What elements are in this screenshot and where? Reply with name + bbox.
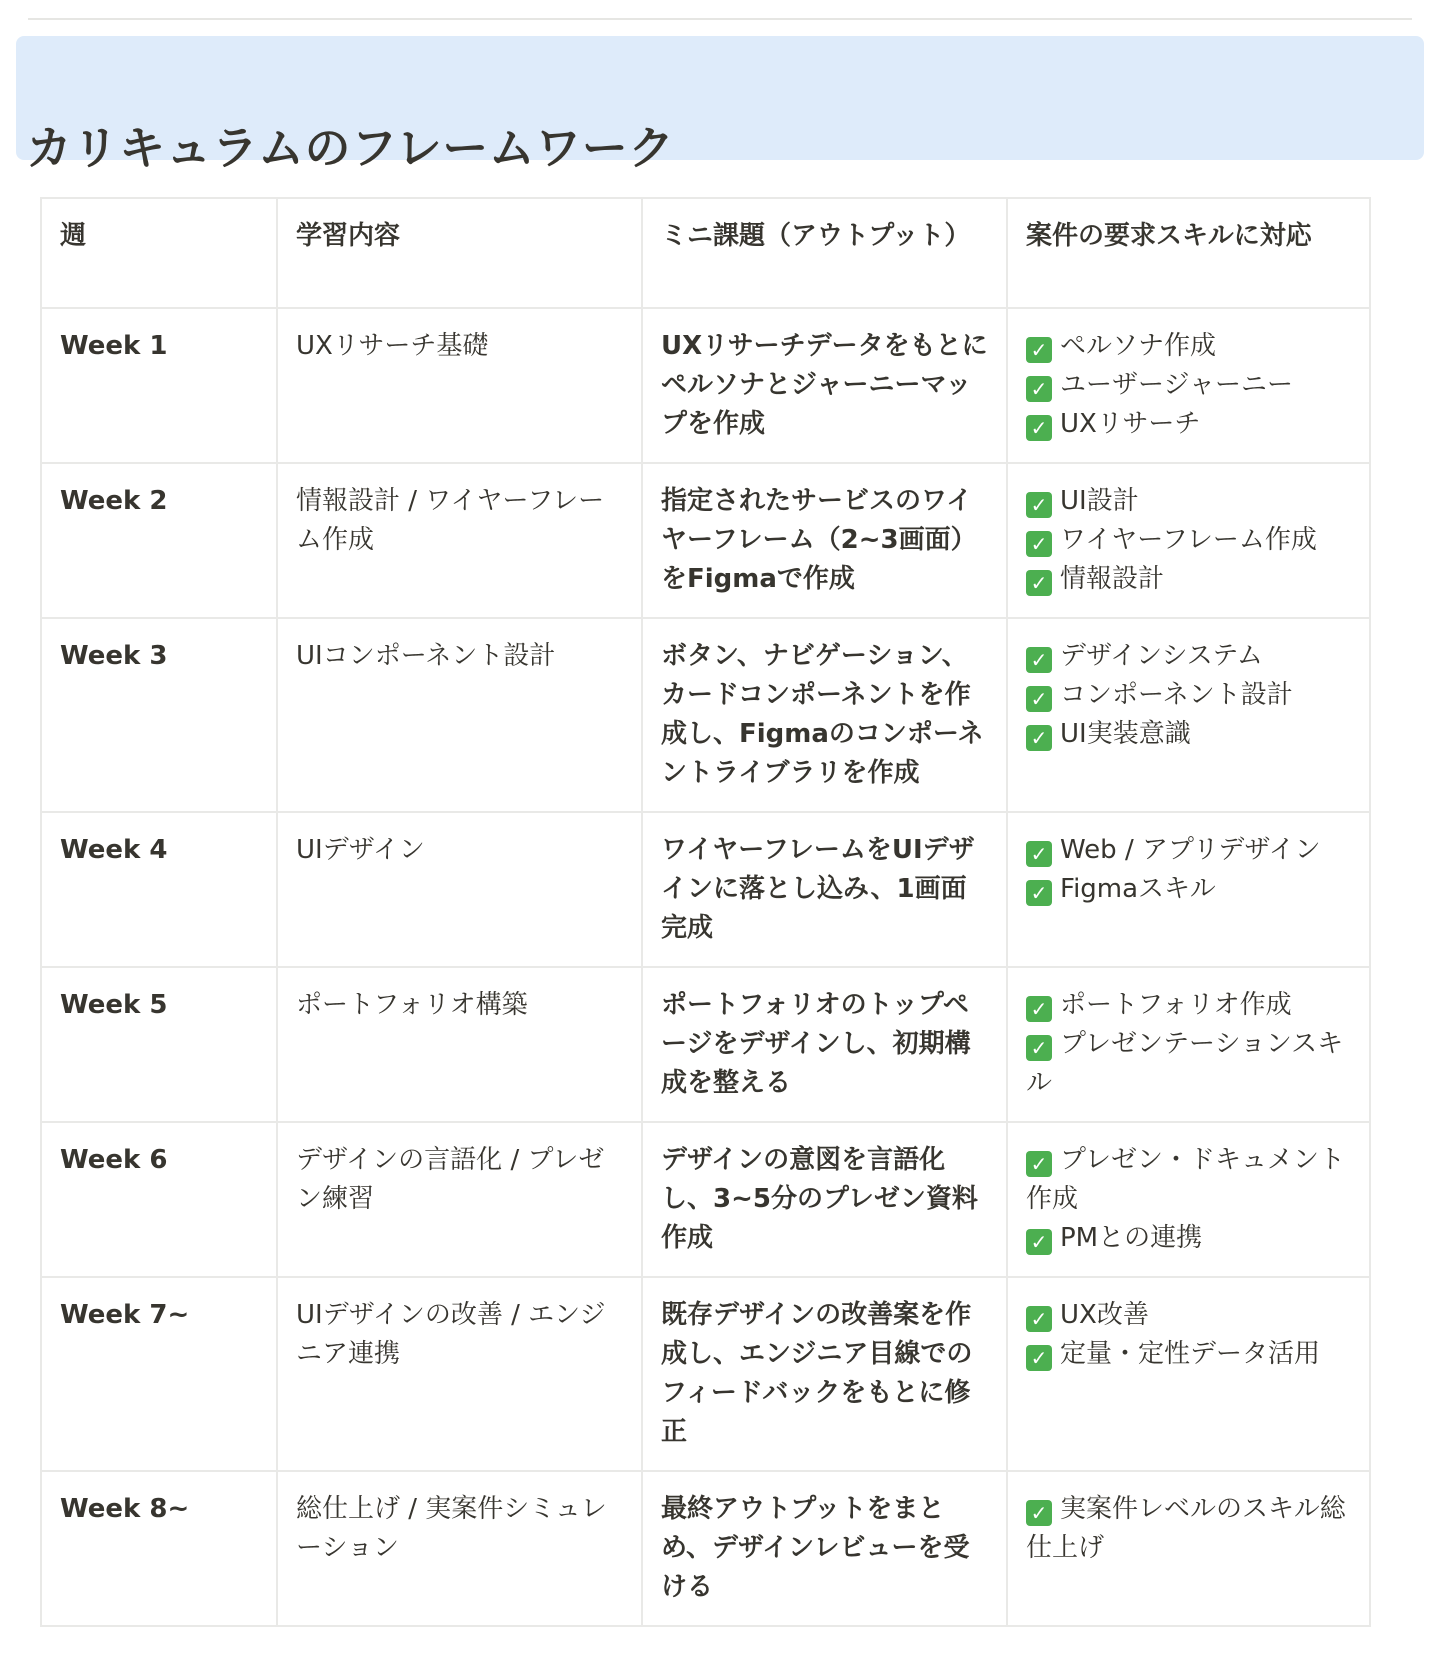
skill-label: UX改善 xyxy=(1060,1300,1149,1330)
skill-label: Web / アプリデザイン xyxy=(1060,835,1321,865)
check-mark-icon: ✓ xyxy=(1026,492,1052,518)
skills-cell xyxy=(1007,967,1370,1122)
skill-label: 定量・定性データ活用 xyxy=(1060,1339,1321,1369)
check-mark-icon: ✓ xyxy=(1026,725,1052,751)
task-cell: デザインの意図を言語化し、3~5分のプレゼン資料作成 xyxy=(642,1122,1007,1277)
skill-item xyxy=(1026,1490,1353,1568)
check-mark-icon: ✓ xyxy=(1026,337,1052,363)
skill-item xyxy=(1026,1296,1353,1335)
skill-label: UXリサーチ xyxy=(1060,409,1201,439)
skill-item xyxy=(1026,1219,1353,1258)
table-row xyxy=(41,967,1370,1122)
skills-cell xyxy=(1007,1277,1370,1471)
skill-label: 実案件レベルのスキル総仕上げ xyxy=(1026,1494,1346,1563)
task-cell: ワイヤーフレームをUIデザインに落とし込み、1画面完成 xyxy=(642,812,1007,967)
skill-item xyxy=(1026,521,1353,560)
check-mark-icon: ✓ xyxy=(1026,570,1052,596)
table-row xyxy=(41,1277,1370,1471)
check-mark-icon: ✓ xyxy=(1026,531,1052,557)
check-mark-icon: ✓ xyxy=(1026,996,1052,1022)
skill-item xyxy=(1026,560,1353,599)
skills-cell xyxy=(1007,1471,1370,1626)
check-mark-icon: ✓ xyxy=(1026,1500,1052,1526)
skill-label: プレゼン・ドキュメント作成 xyxy=(1026,1145,1345,1214)
table-row xyxy=(41,1122,1370,1277)
header-content: 学習内容 xyxy=(277,198,642,308)
skill-item xyxy=(1026,637,1353,676)
table-row xyxy=(41,1471,1370,1626)
table-row xyxy=(41,463,1370,618)
task-cell: 既存デザインの改善案を作成し、エンジニア目線でのフィードバックをもとに修正 xyxy=(642,1277,1007,1471)
skills-cell xyxy=(1007,308,1370,463)
skill-item xyxy=(1026,405,1353,444)
task-cell: ボタン、ナビゲーション、カードコンポーネントを作成し、Figmaのコンポーネントライブラリを作成 xyxy=(642,618,1007,812)
skill-item xyxy=(1026,1335,1353,1374)
content-cell: UIコンポーネント設計 xyxy=(277,618,642,812)
week-cell: Week 8~ xyxy=(41,1471,277,1626)
table-header-row xyxy=(41,198,1370,308)
skill-item xyxy=(1026,327,1353,366)
skills-cell xyxy=(1007,812,1370,967)
skill-label: コンポーネント設計 xyxy=(1060,680,1293,710)
skill-label: ワイヤーフレーム作成 xyxy=(1060,525,1317,555)
skill-label: PMとの連携 xyxy=(1060,1223,1203,1253)
skill-item xyxy=(1026,366,1353,405)
task-cell: 最終アウトプットをまとめ、デザインレビューを受ける xyxy=(642,1471,1007,1626)
skill-item xyxy=(1026,1025,1353,1103)
skill-label: デザインシステム xyxy=(1060,641,1263,671)
header-week: 週 xyxy=(41,198,277,308)
content-cell: UXリサーチ基礎 xyxy=(277,308,642,463)
content-cell: 情報設計 / ワイヤーフレーム作成 xyxy=(277,463,642,618)
week-cell: Week 6 xyxy=(41,1122,277,1277)
task-cell: ポートフォリオのトップページをデザインし、初期構成を整える xyxy=(642,967,1007,1122)
week-cell: Week 5 xyxy=(41,967,277,1122)
skill-item xyxy=(1026,482,1353,521)
week-cell: Week 2 xyxy=(41,463,277,618)
skill-label: Figmaスキル xyxy=(1060,874,1216,904)
table-row xyxy=(41,812,1370,967)
week-cell: Week 4 xyxy=(41,812,277,967)
skill-item xyxy=(1026,676,1353,715)
check-mark-icon: ✓ xyxy=(1026,1151,1052,1177)
check-mark-icon: ✓ xyxy=(1026,1035,1052,1061)
callout-heading-block xyxy=(16,36,1424,175)
task-cell: 指定されたサービスのワイヤーフレーム（2~3画面）をFigmaで作成 xyxy=(642,463,1007,618)
table-body xyxy=(41,308,1370,1626)
check-mark-icon: ✓ xyxy=(1026,1306,1052,1332)
skill-label: 情報設計 xyxy=(1060,564,1165,594)
skill-item xyxy=(1026,870,1353,909)
skill-label: ユーザージャーニー xyxy=(1060,370,1293,400)
check-mark-icon: ✓ xyxy=(1026,415,1052,441)
check-mark-icon: ✓ xyxy=(1026,1345,1052,1371)
content-cell: デザインの言語化 / プレゼン練習 xyxy=(277,1122,642,1277)
table-row xyxy=(41,308,1370,463)
content-cell: UIデザインの改善 / エンジニア連携 xyxy=(277,1277,642,1471)
content-cell: UIデザイン xyxy=(277,812,642,967)
week-cell: Week 1 xyxy=(41,308,277,463)
skill-label: ペルソナ作成 xyxy=(1060,331,1217,361)
skill-item xyxy=(1026,715,1353,754)
check-mark-icon: ✓ xyxy=(1026,686,1052,712)
check-mark-icon: ✓ xyxy=(1026,1229,1052,1255)
page-heading: カリキュラムのフレームワーク xyxy=(26,121,675,175)
skills-cell xyxy=(1007,463,1370,618)
table-row xyxy=(41,618,1370,812)
divider xyxy=(28,18,1412,20)
check-mark-icon: ✓ xyxy=(1026,376,1052,402)
skill-item xyxy=(1026,1141,1353,1219)
skill-label: UI設計 xyxy=(1060,486,1139,516)
week-cell: Week 7~ xyxy=(41,1277,277,1471)
check-mark-icon: ✓ xyxy=(1026,880,1052,906)
content-cell: 総仕上げ / 実案件シミュレーション xyxy=(277,1471,642,1626)
content-cell: ポートフォリオ構築 xyxy=(277,967,642,1122)
skills-cell xyxy=(1007,1122,1370,1277)
check-mark-icon: ✓ xyxy=(1026,841,1052,867)
week-cell: Week 3 xyxy=(41,618,277,812)
skill-label: プレゼンテーションスキル xyxy=(1026,1029,1344,1098)
skill-item xyxy=(1026,986,1353,1025)
header-skills: 案件の要求スキルに対応 xyxy=(1007,198,1370,308)
skills-cell xyxy=(1007,618,1370,812)
task-cell: UXリサーチデータをもとにペルソナとジャーニーマップを作成 xyxy=(642,308,1007,463)
skill-item xyxy=(1026,831,1353,870)
header-task: ミニ課題（アウトプット） xyxy=(642,198,1007,308)
check-mark-icon: ✓ xyxy=(1026,647,1052,673)
skill-label: ポートフォリオ作成 xyxy=(1060,990,1292,1020)
curriculum-table xyxy=(40,197,1371,1627)
skill-label: UI実装意識 xyxy=(1060,719,1191,749)
